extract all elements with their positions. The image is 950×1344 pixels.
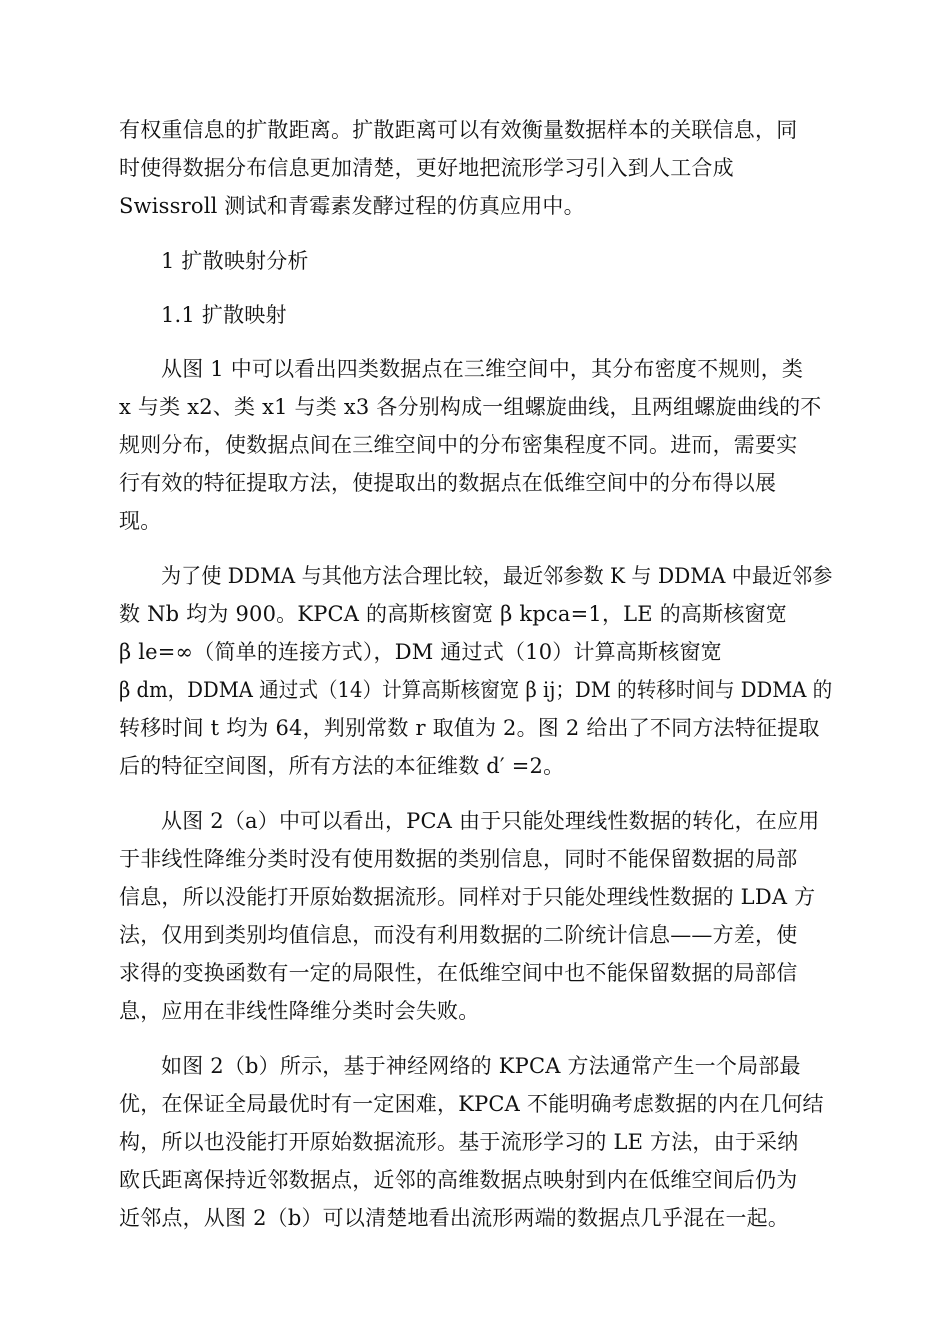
text-line: 从图 2（a）中可以看出，PCA 由于只能处理线性数据的转化，在应用 xyxy=(161,809,820,833)
text-line: β dm，DDMA 通过式（14）计算高斯核窗宽 β ij；DM 的转移时间与 DDMA 的 xyxy=(119,678,833,702)
section-heading: 1 扩散映射分析 xyxy=(161,249,309,273)
text-line: 从图 1 中可以看出四类数据点在三维空间中，其分布密度不规则，类 xyxy=(161,357,804,381)
text-line: 法，仅用到类别均值信息，而没有利用数据的二阶统计信息——方差，使 xyxy=(119,923,798,947)
text-line: 优，在保证全局最优时有一定困难，KPCA 不能明确考虑数据的内在几何结 xyxy=(119,1092,824,1116)
text-line: 信息，所以没能打开原始数据流形。同样对于只能处理线性数据的 LDA 方 xyxy=(119,885,816,909)
text-line: x 与类 x2、类 x1 与类 x3 各分别构成一组螺旋曲线，且两组螺旋曲线的不 xyxy=(119,395,822,419)
text-line: 求得的变换函数有一定的局限性，在低维空间中也不能保留数据的局部信 xyxy=(119,961,798,985)
text-line: 如图 2（b）所示，基于神经网络的 KPCA 方法通常产生一个局部最 xyxy=(161,1054,801,1078)
text-line: 行有效的特征提取方法，使提取出的数据点在低维空间中的分布得以展 xyxy=(119,471,777,495)
text-line: 有权重信息的扩散距离。扩散距离可以有效衡量数据样本的关联信息，同 xyxy=(119,118,798,142)
text-line: 现。 xyxy=(119,509,162,533)
text-line: Swissroll 测试和青霉素发酵过程的仿真应用中。 xyxy=(119,194,585,218)
text-line: 构，所以也没能打开原始数据流形。基于流形学习的 LE 方法，由于采纳 xyxy=(119,1130,799,1154)
text-line: 数 Nb 均为 900。KPCA 的高斯核窗宽 β kpca=1，LE 的高斯核窗宽 xyxy=(119,602,787,626)
text-line: 欧氏距离保持近邻数据点，近邻的高维数据点映射到内在低维空间后仍为 xyxy=(119,1168,798,1192)
text-line: 时使得数据分布信息更加清楚，更好地把流形学习引入到人工合成 xyxy=(119,156,734,180)
text-line: 规则分布，使数据点间在三维空间中的分布密集程度不同。进而，需要实 xyxy=(119,433,798,457)
text-line: 近邻点，从图 2（b）可以清楚地看出流形两端的数据点几乎混在一起。 xyxy=(119,1206,790,1230)
text-line: 为了使 DDMA 与其他方法合理比较，最近邻参数 K 与 DDMA 中最近邻参 xyxy=(161,564,833,588)
text-line: 于非线性降维分类时没有使用数据的类别信息，同时不能保留数据的局部 xyxy=(119,847,798,871)
text-line: β le=∞（简单的连接方式），DM 通过式（10）计算高斯核窗宽 xyxy=(119,640,722,664)
text-line: 息，应用在非线性降维分类时会失败。 xyxy=(119,999,480,1023)
subsection-heading: 1.1 扩散映射 xyxy=(161,303,287,327)
text-line: 转移时间 t 均为 64，判别常数 r 取值为 2。图 2 给出了不同方法特征提取 xyxy=(119,716,820,740)
text-line: 后的特征空间图，所有方法的本征维数 d′ =2。 xyxy=(119,754,565,778)
